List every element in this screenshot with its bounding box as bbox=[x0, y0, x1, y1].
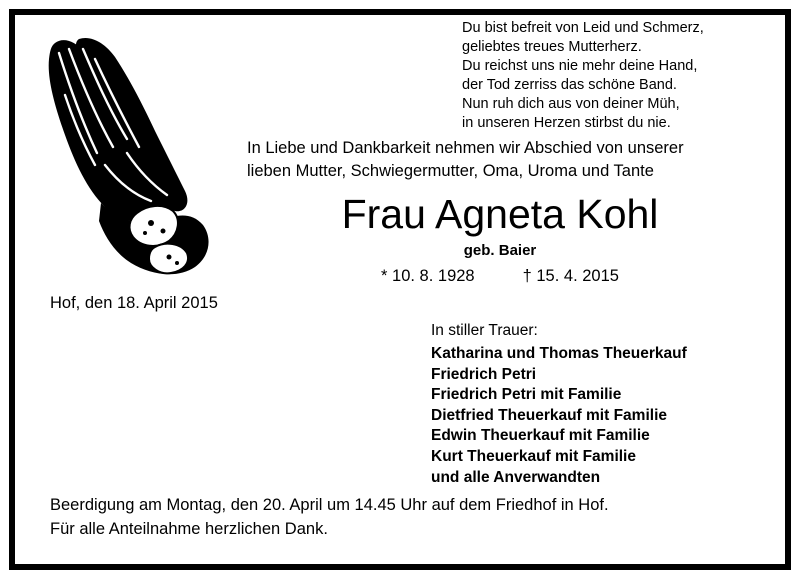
poem-line: geliebtes treues Mutterherz. bbox=[462, 39, 642, 55]
place-date: Hof, den 18. April 2015 bbox=[50, 294, 218, 312]
funeral-line: Beerdigung am Montag, den 20. April um 14.45 Uhr auf dem Friedhof in Hof. bbox=[50, 496, 609, 514]
intro-line: In Liebe und Dankbarkeit nehmen wir Abschied von unserer bbox=[247, 139, 684, 157]
funeral-notice bbox=[50, 493, 609, 541]
mourner-name: Friedrich Petri bbox=[431, 365, 537, 383]
birth-name: geb. Baier bbox=[463, 242, 537, 259]
poem-line: Du reichst uns nie mehr deine Hand, bbox=[462, 58, 698, 74]
mourner-name: Kurt Theuerkauf mit Familie bbox=[431, 447, 636, 465]
intro-text bbox=[247, 137, 767, 183]
praying-hands-icon bbox=[35, 35, 225, 280]
mourner-name: und alle Anverwandten bbox=[431, 468, 601, 486]
poem-line: der Tod zerriss das schöne Band. bbox=[462, 77, 677, 93]
mourner-name: Katharina und Thomas Theuerkauf bbox=[431, 345, 687, 362]
death-date: † 15. 4. 2015 bbox=[522, 267, 619, 285]
birth-date: * 10. 8. 1928 bbox=[381, 267, 475, 285]
poem bbox=[462, 19, 772, 133]
poem-line: in unseren Herzen stirbst du nie. bbox=[462, 115, 671, 131]
poem-line: Nun ruh dich aus von deiner Müh, bbox=[462, 96, 680, 112]
life-dates bbox=[240, 265, 760, 287]
thanks-line: Für alle Anteilnahme herzlichen Dank. bbox=[50, 520, 328, 538]
mourners-list bbox=[431, 344, 687, 488]
poem-line: Du bist befreit von Leid und Schmerz, bbox=[462, 20, 704, 36]
mourner-name: Friedrich Petri mit Familie bbox=[431, 386, 622, 404]
mourner-name: Edwin Theuerkauf mit Familie bbox=[431, 427, 650, 445]
mourner-name: Dietfried Theuerkauf mit Familie bbox=[431, 406, 667, 424]
deceased-name: Frau Agneta Kohl bbox=[341, 191, 659, 237]
mourning-label: In stiller Trauer: bbox=[431, 322, 538, 339]
intro-line: lieben Mutter, Schwiegermutter, Oma, Uroma und Tante bbox=[247, 162, 654, 180]
